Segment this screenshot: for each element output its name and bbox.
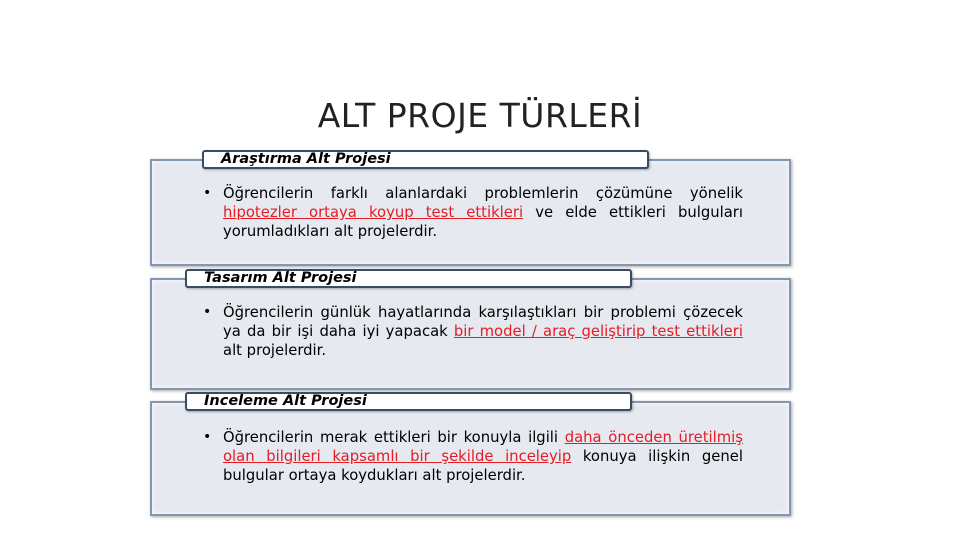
- research-text-after: ve elde ettikleri bulguları yorumladıkları alt projelerdir.: [223, 204, 743, 240]
- research-description: [203, 184, 743, 241]
- design-text-after: alt projelerdir.: [223, 342, 327, 359]
- slide-title: ALT PROJE TÜRLERİ: [317, 96, 643, 135]
- review-description: [203, 428, 743, 485]
- design-highlight: bir model / araç geliştirip test ettikleri: [453, 323, 743, 340]
- design-text-before: Öğrencilerin günlük hayatlarında karşılaştıkları bir problemi çözecek ya da bir işi daha iyi yapacak: [223, 304, 743, 340]
- review-heading: İnceleme Alt Projesi: [185, 392, 632, 411]
- review-highlight: daha önceden üretilmiş olan bilgileri kapsamlı bir şekilde inceleyip: [223, 429, 743, 465]
- review-text-after: konuya ilişkin genel bulgular ortaya koydukları alt projelerdir.: [223, 448, 743, 484]
- review-text-before: Öğrencilerin merak ettikleri bir konuyla ilgili: [223, 429, 565, 446]
- bullet-icon: •: [203, 185, 212, 201]
- design-description: [203, 303, 743, 360]
- research-heading: Araştırma Alt Projesi: [202, 150, 649, 169]
- research-text-before: Öğrencilerin farklı alanlardaki problemlerin çözümüne yönelik: [223, 185, 743, 202]
- bullet-icon: •: [203, 429, 212, 445]
- research-highlight: hipotezler ortaya koyup test ettikleri: [223, 204, 524, 221]
- bullet-icon: •: [203, 304, 212, 320]
- design-heading: Tasarım Alt Projesi: [185, 269, 632, 288]
